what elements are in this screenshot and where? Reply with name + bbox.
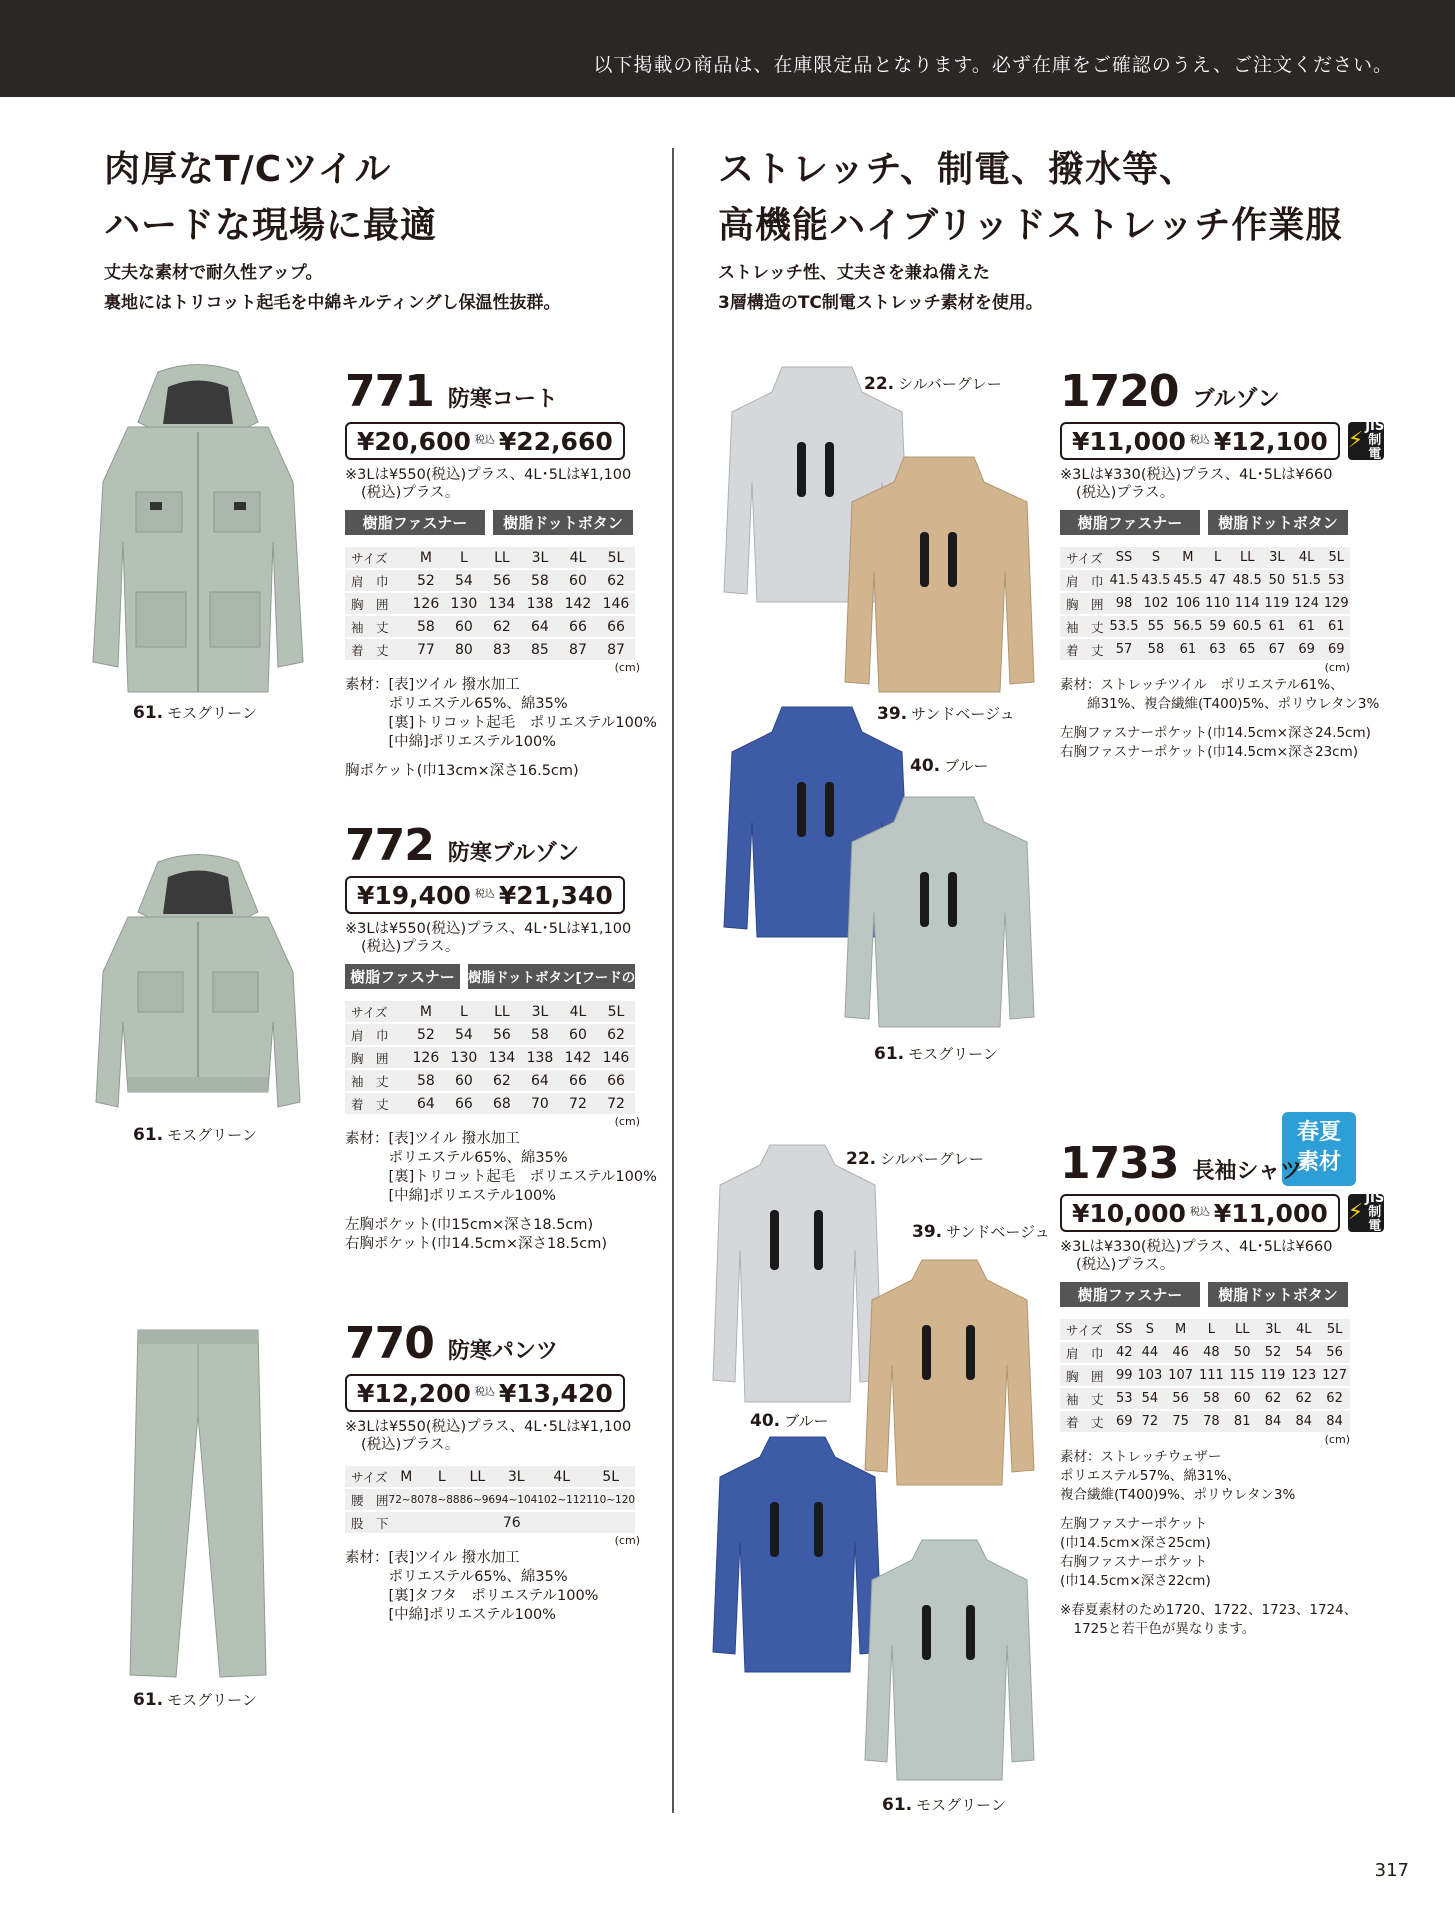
product-770: 770 防寒パンツ ¥12,200 税込 ¥13,420 ※3Lは¥550(税込)プラス、4L･5Lは¥1,100 (税込)プラス。 サイズ M L LL 3L 4L 5L 腰 囲 72~80 78~88 86~96 94~104 102~112 110~120 股 下 76 (cm) 素材：[表]ツイル 撥水加工 ポリエステル65%、綿35% [裏]タフタ ポリエステル100% [中綿]ポリエステル100% bbox=[345, 1318, 640, 1623]
tag-row bbox=[345, 510, 640, 535]
table-cell: 69 bbox=[1114, 1411, 1135, 1432]
table-cell: LL bbox=[1231, 547, 1263, 568]
color-label-1720-39: 39. サンドベージュ bbox=[877, 704, 1015, 724]
table-cell: 94~104 bbox=[495, 1489, 537, 1510]
table-cell: 41.5 bbox=[1108, 570, 1140, 591]
color-label-1720-22: 22. シルバーグレー bbox=[864, 374, 1002, 394]
color-label-770: 61. モスグリーン bbox=[133, 1690, 257, 1710]
table-cell: LL bbox=[483, 547, 521, 568]
table-row bbox=[345, 1001, 635, 1022]
table-cell: 55 bbox=[1140, 616, 1172, 637]
table-cell: 56 bbox=[483, 1024, 521, 1045]
tag-dot-button-hood: 樹脂ドットボタン[フードのみ] bbox=[468, 964, 635, 989]
table-cell: 4L bbox=[559, 547, 597, 568]
right-lead-2: 3層構造のTC制電ストレッチ素材を使用。 bbox=[718, 293, 1043, 313]
table-cell: 65 bbox=[1231, 639, 1263, 660]
color-label-1733-40: 40. ブルー bbox=[750, 1411, 829, 1431]
table-cell: 124 bbox=[1291, 593, 1323, 614]
tag-zipper: 樹脂ファスナー bbox=[345, 964, 460, 989]
size-surcharge-note: ※3Lは¥550(税込)プラス、4L･5Lは¥1,100 (税込)プラス。 bbox=[345, 1419, 632, 1453]
product-number: 1720 bbox=[1060, 366, 1179, 417]
spring-summer-badge: 春夏 素材 bbox=[1282, 1112, 1356, 1186]
table-cell: 62 bbox=[1288, 1388, 1319, 1409]
table-cell: 62 bbox=[1319, 1388, 1350, 1409]
table-cell: 66 bbox=[445, 1093, 483, 1114]
table-cell: 53.5 bbox=[1108, 616, 1140, 637]
tag-row bbox=[1060, 510, 1350, 535]
table-cell: 77 bbox=[407, 639, 445, 660]
row-label: 着 丈 bbox=[1060, 639, 1108, 660]
table-cell: 130 bbox=[445, 593, 483, 614]
table-cell: 48.5 bbox=[1231, 570, 1263, 591]
table-cell: 45.5 bbox=[1172, 570, 1204, 591]
table-cell: 70 bbox=[521, 1093, 559, 1114]
table-cell: 84 bbox=[1319, 1411, 1350, 1432]
row-label: サイズ bbox=[345, 547, 407, 568]
table-row bbox=[345, 1489, 635, 1510]
table-cell: 61 bbox=[1263, 616, 1290, 637]
table-row bbox=[345, 547, 635, 568]
table-cell: 47 bbox=[1204, 570, 1231, 591]
row-label: 着 丈 bbox=[1060, 1411, 1114, 1432]
table-cell: 84 bbox=[1288, 1411, 1319, 1432]
tag-row bbox=[345, 964, 655, 989]
table-cell: 58 bbox=[521, 570, 559, 591]
blouson-1720-sand-image bbox=[842, 452, 1037, 702]
table-cell: 72 bbox=[597, 1093, 635, 1114]
table-cell: 130 bbox=[445, 1047, 483, 1068]
table-cell: M bbox=[407, 1001, 445, 1022]
table-cell: 58 bbox=[407, 616, 445, 637]
table-row bbox=[1060, 1342, 1350, 1363]
jis-antistatic-badge: ⚡ JIS 制電 bbox=[1347, 419, 1385, 462]
table-cell: 63 bbox=[1204, 639, 1231, 660]
table-cell: 46 bbox=[1165, 1342, 1196, 1363]
table-cell: 119 bbox=[1258, 1365, 1289, 1386]
table-row bbox=[345, 1093, 635, 1114]
table-cell: SS bbox=[1114, 1319, 1135, 1340]
table-cell: 60 bbox=[1227, 1388, 1258, 1409]
row-label: 着 丈 bbox=[345, 1093, 407, 1114]
table-cell: M bbox=[1165, 1319, 1196, 1340]
table-cell: LL bbox=[1227, 1319, 1258, 1340]
table-row bbox=[1060, 1411, 1350, 1432]
table-cell: 56 bbox=[1319, 1342, 1350, 1363]
table-cell: 102 bbox=[1140, 593, 1172, 614]
table-row bbox=[1060, 616, 1350, 637]
color-label-772: 61. モスグリーン bbox=[133, 1125, 257, 1145]
table-cell: M bbox=[389, 1466, 425, 1487]
table-row bbox=[1060, 1388, 1350, 1409]
table-cell: 75 bbox=[1165, 1411, 1196, 1432]
right-headline-2: 高機能ハイブリッドストレッチ作業服 bbox=[718, 205, 1343, 246]
tag-dot-button: 樹脂ドットボタン bbox=[1208, 510, 1348, 535]
size-surcharge-note: ※3Lは¥330(税込)プラス、4L･5Lは¥660 (税込)プラス。 bbox=[1060, 467, 1333, 501]
table-cell: 54 bbox=[445, 1024, 483, 1045]
pants-770-image bbox=[128, 1325, 268, 1685]
table-cell: 142 bbox=[559, 593, 597, 614]
price-box: ¥10,000 税込 ¥11,000 bbox=[1060, 1194, 1340, 1232]
table-cell: 107 bbox=[1165, 1365, 1196, 1386]
table-cell: 66 bbox=[597, 616, 635, 637]
table-cell: 58 bbox=[521, 1024, 559, 1045]
table-cell: 62 bbox=[483, 616, 521, 637]
right-headline-1: ストレッチ、制電、撥水等、 bbox=[718, 149, 1197, 190]
row-label: 胸 囲 bbox=[1060, 593, 1108, 614]
table-cell: 61 bbox=[1323, 616, 1350, 637]
table-cell: 102~112 bbox=[537, 1489, 586, 1510]
table-cell: 57 bbox=[1108, 639, 1140, 660]
table-cell: 67 bbox=[1263, 639, 1290, 660]
left-lead-1: 丈夫な素材で耐久性アップ。 bbox=[104, 263, 323, 283]
jis-antistatic-badge: ⚡ JIS 制電 bbox=[1347, 1191, 1385, 1234]
table-cell: 58 bbox=[407, 1070, 445, 1091]
material-text: 素材：ストレッチツイル ポリエステル61%、 綿31%、複合繊維(T400)5%、ポリウレタン3% bbox=[1060, 677, 1380, 712]
table-row bbox=[345, 616, 635, 637]
table-cell: 62 bbox=[1258, 1388, 1289, 1409]
table-cell: 4L bbox=[537, 1466, 586, 1487]
table-row bbox=[1060, 547, 1350, 568]
row-label: サイズ bbox=[1060, 547, 1108, 568]
color-label-1733-22: 22. シルバーグレー bbox=[846, 1149, 984, 1169]
table-cell: 62 bbox=[597, 1024, 635, 1045]
table-cell: 64 bbox=[521, 1070, 559, 1091]
table-cell: 134 bbox=[483, 593, 521, 614]
table-cell: 103 bbox=[1134, 1365, 1165, 1386]
table-cell: 84 bbox=[1258, 1411, 1289, 1432]
table-row bbox=[1060, 570, 1350, 591]
table-cell: 138 bbox=[521, 1047, 559, 1068]
price-box: ¥19,400 税込 ¥21,340 bbox=[345, 876, 625, 914]
table-cell: 42 bbox=[1114, 1342, 1135, 1363]
table-cell: 43.5 bbox=[1140, 570, 1172, 591]
tag-row bbox=[1060, 1282, 1350, 1307]
row-label: 腰 囲 bbox=[345, 1489, 389, 1510]
table-cell: M bbox=[1172, 547, 1204, 568]
table-cell: 111 bbox=[1196, 1365, 1227, 1386]
price-box: ¥12,200 税込 ¥13,420 bbox=[345, 1374, 625, 1412]
product-name: 長袖シャツ bbox=[1192, 1159, 1303, 1184]
table-cell: 4L bbox=[1291, 547, 1323, 568]
table-cell: 60 bbox=[559, 1024, 597, 1045]
row-label: 肩 巾 bbox=[1060, 1342, 1114, 1363]
size-table bbox=[345, 1464, 635, 1535]
table-row bbox=[345, 1024, 635, 1045]
table-cell: 59 bbox=[1204, 616, 1231, 637]
table-row bbox=[1060, 593, 1350, 614]
table-cell: 58 bbox=[1140, 639, 1172, 660]
material-text: 素材：[表]ツイル 撥水加工 ポリエステル65%、綿35% [裏]タフタ ポリエステル100% [中綿]ポリエステル100% bbox=[345, 1550, 599, 1623]
tag-zipper: 樹脂ファスナー bbox=[345, 510, 485, 535]
shirt-1733-moss-image bbox=[862, 1535, 1037, 1785]
row-label: 胸 囲 bbox=[1060, 1365, 1114, 1386]
table-cell: 87 bbox=[597, 639, 635, 660]
spring-summer-note: ※春夏素材のため1720、1722、1723、1724、 1725と若干色が異なります。 bbox=[1060, 1602, 1358, 1637]
table-cell: 66 bbox=[559, 616, 597, 637]
table-cell: 54 bbox=[445, 570, 483, 591]
product-1733: 1733 長袖シャツ ¥10,000 税込 ¥11,000 ⚡ JIS 制電 ※3Lは¥330(税込)プラス、4L･5Lは¥660 (税込)プラス。 樹脂ファスナー 樹脂ドットボタン サイズ SS S M L LL 3L 4L 5L 肩 巾 42 44 46 48 50 52 54 56 胸 囲 99 103 107 111 115 119 123 127 袖 丈 53 54 56 58 60 62 62 62 着 丈 69 72 75 78 81 84 84 84 (cm) 素材：ストレッチウェザー ポリエステル57%、綿31%、 複合繊維(T400)9%、ポリウレタン3% 左胸ファスナーポケット (巾14.5cm×深さ25cm) 右胸ファスナーポケット (巾14.5cm×深さ22cm) ※春夏素材のため1720、1722、1723、1724、 1725と若干色が異なります。 bbox=[1060, 1138, 1385, 1637]
table-cell: 64 bbox=[407, 1093, 445, 1114]
row-label: 着 丈 bbox=[345, 639, 407, 660]
page-number: 317 bbox=[1374, 1860, 1409, 1881]
table-row bbox=[345, 570, 635, 591]
shirt-1733-silver-image bbox=[710, 1140, 885, 1410]
table-cell: 53 bbox=[1114, 1388, 1135, 1409]
table-cell: 127 bbox=[1319, 1365, 1350, 1386]
product-number: 772 bbox=[345, 820, 434, 871]
blouson-772-image bbox=[88, 852, 308, 1122]
size-table bbox=[345, 999, 635, 1116]
row-label: 袖 丈 bbox=[1060, 1388, 1114, 1409]
product-number: 1733 bbox=[1060, 1138, 1179, 1189]
pocket-text: 胸ポケット(巾13cm×深さ16.5cm) bbox=[345, 763, 579, 779]
table-cell: 110 bbox=[1204, 593, 1231, 614]
color-label-771: 61. モスグリーン bbox=[133, 703, 257, 723]
table-cell: 4L bbox=[1288, 1319, 1319, 1340]
table-cell: 5L bbox=[1319, 1319, 1350, 1340]
table-cell: 134 bbox=[483, 1047, 521, 1068]
table-cell: 126 bbox=[407, 1047, 445, 1068]
table-cell: 50 bbox=[1227, 1342, 1258, 1363]
tag-dot-button: 樹脂ドットボタン bbox=[1208, 1282, 1348, 1307]
pocket-text: 左胸ファスナーポケット(巾14.5cm×深さ24.5cm) 右胸ファスナーポケット(巾14.5cm×深さ23cm) bbox=[1060, 725, 1371, 760]
row-label: 股 下 bbox=[345, 1512, 389, 1533]
table-cell: 110~120 bbox=[586, 1489, 635, 1510]
size-surcharge-note: ※3Lは¥330(税込)プラス、4L･5Lは¥660 (税込)プラス。 bbox=[1060, 1239, 1333, 1273]
table-cell: 72 bbox=[1134, 1411, 1165, 1432]
pocket-text: 左胸ポケット(巾15cm×深さ18.5cm) 右胸ポケット(巾14.5cm×深さ18.5cm) bbox=[345, 1217, 608, 1252]
product-name: ブルゾン bbox=[1192, 387, 1280, 412]
table-cell: M bbox=[407, 547, 445, 568]
table-cell: 3L bbox=[521, 547, 559, 568]
row-label: 袖 丈 bbox=[345, 1070, 407, 1091]
table-cell: 72~80 bbox=[389, 1489, 425, 1510]
table-cell: L bbox=[1204, 547, 1231, 568]
table-cell: 51.5 bbox=[1291, 570, 1323, 591]
table-cell: 126 bbox=[407, 593, 445, 614]
row-label: 肩 巾 bbox=[345, 1024, 407, 1045]
table-cell: 5L bbox=[597, 547, 635, 568]
table-cell: 76 bbox=[389, 1512, 636, 1533]
tag-zipper: 樹脂ファスナー bbox=[1060, 510, 1200, 535]
material-text: 素材：ストレッチウェザー ポリエステル57%、綿31%、 複合繊維(T400)9%、ポリウレタン3% bbox=[1060, 1449, 1296, 1503]
pocket-text: 左胸ファスナーポケット (巾14.5cm×深さ25cm) 右胸ファスナーポケット (巾14.5cm×深さ22cm) bbox=[1060, 1516, 1211, 1589]
color-label-1733-39: 39. サンドベージュ bbox=[912, 1222, 1050, 1242]
table-cell: 58 bbox=[1196, 1388, 1227, 1409]
table-cell: LL bbox=[483, 1001, 521, 1022]
table-cell: 52 bbox=[1258, 1342, 1289, 1363]
table-row bbox=[1060, 1365, 1350, 1386]
product-771: 771 防寒コート ¥20,600 税込 ¥22,660 ※3Lは¥550(税込)プラス、4L･5Lは¥1,100 (税込)プラス。 樹脂ファスナー 樹脂ドットボタン サイズ M L LL 3L 4L 5L 肩 巾 52 54 56 58 60 62 胸 囲 126 130 134 138 142 146 袖 丈 58 60 62 64 66 66 着 丈 77 80 83 85 87 87 (cm) 素材：[表]ツイル 撥水加工 ポリエステル65%、綿35% [裏]トリコット起毛 ポリエステル100% [中綿]ポリエステル100% 胸ポケット(巾13cm×深さ16.5cm) bbox=[345, 366, 657, 779]
table-cell: 119 bbox=[1263, 593, 1290, 614]
left-lead-2: 裏地にはトリコット起毛を中綿キルティングし保温性抜群。 bbox=[104, 293, 561, 313]
product-name: 防寒パンツ bbox=[447, 1339, 558, 1364]
table-cell: 44 bbox=[1134, 1342, 1165, 1363]
table-cell: 83 bbox=[483, 639, 521, 660]
product-name: 防寒ブルゾン bbox=[447, 841, 579, 866]
table-row bbox=[345, 1512, 635, 1533]
table-cell: 66 bbox=[559, 1070, 597, 1091]
table-cell: 48 bbox=[1196, 1342, 1227, 1363]
table-row bbox=[345, 1466, 635, 1487]
size-table bbox=[1060, 545, 1350, 662]
table-cell: 69 bbox=[1291, 639, 1323, 660]
material-text: 素材：[表]ツイル 撥水加工 ポリエステル65%、綿35% [裏]トリコット起毛 ポリエステル100% [中綿]ポリエステル100% bbox=[345, 1131, 657, 1204]
table-cell: 4L bbox=[559, 1001, 597, 1022]
table-cell: 60 bbox=[445, 1070, 483, 1091]
table-cell: 3L bbox=[1263, 547, 1290, 568]
table-cell: 54 bbox=[1288, 1342, 1319, 1363]
row-label: 袖 丈 bbox=[345, 616, 407, 637]
table-cell: 56 bbox=[483, 570, 521, 591]
right-lead-1: ストレッチ性、丈夫さを兼ね備えた bbox=[718, 263, 990, 283]
table-row bbox=[345, 639, 635, 660]
table-cell: 106 bbox=[1172, 593, 1204, 614]
coat-771-image bbox=[88, 362, 308, 697]
table-row bbox=[1060, 639, 1350, 660]
table-cell: 61 bbox=[1172, 639, 1204, 660]
row-label: 胸 囲 bbox=[345, 593, 407, 614]
price-box: ¥11,000 税込 ¥12,100 bbox=[1060, 422, 1340, 460]
size-table bbox=[1060, 1317, 1350, 1434]
table-cell: 66 bbox=[597, 1070, 635, 1091]
table-cell: LL bbox=[460, 1466, 496, 1487]
product-1720: 1720 ブルゾン ¥11,000 税込 ¥12,100 ⚡ JIS 制電 ※3Lは¥330(税込)プラス、4L･5Lは¥660 (税込)プラス。 樹脂ファスナー 樹脂ドットボタン サイズ SS S M L LL 3L 4L 5L 肩 巾 41.5 43.5 45.5 47 48.5 50 51.5 53 胸 囲 98 102 106 110 114 119 124 129 袖 丈 53.5 55 56.5 59 60.5 61 61 61 着 丈 57 58 61 63 65 67 69 69 (cm) 素材：ストレッチツイル ポリエステル61%、 綿31%、複合繊維(T400)5%、ポリウレタン3% 左胸ファスナーポケット(巾14.5cm×深さ24.5cm) 右胸ファスナーポケット(巾14.5cm×深さ23cm) bbox=[1060, 366, 1385, 760]
table-cell: 61 bbox=[1291, 616, 1323, 637]
table-cell: SS bbox=[1108, 547, 1140, 568]
stock-notice: 以下掲載の商品は、在庫限定品となります。必ず在庫をご確認のうえ、ご注文ください。 bbox=[593, 54, 1393, 76]
table-cell: 5L bbox=[1323, 547, 1350, 568]
table-cell: 5L bbox=[597, 1001, 635, 1022]
table-cell: 138 bbox=[521, 593, 559, 614]
size-table bbox=[345, 545, 635, 662]
blouson-1720-moss-image bbox=[842, 792, 1037, 1037]
left-headline-1: 肉厚なT/Cツイル bbox=[104, 149, 392, 190]
table-cell: 98 bbox=[1108, 593, 1140, 614]
shirt-1733-blue-image bbox=[710, 1432, 885, 1677]
table-cell: 50 bbox=[1263, 570, 1290, 591]
table-cell: 115 bbox=[1227, 1365, 1258, 1386]
row-label: 胸 囲 bbox=[345, 1047, 407, 1068]
column-divider bbox=[672, 148, 674, 1813]
table-row bbox=[345, 1047, 635, 1068]
product-name: 防寒コート bbox=[447, 387, 558, 412]
table-cell: 78~88 bbox=[424, 1489, 460, 1510]
table-cell: 60.5 bbox=[1231, 616, 1263, 637]
table-cell: L bbox=[445, 547, 483, 568]
table-cell: 60 bbox=[559, 570, 597, 591]
table-cell: 62 bbox=[483, 1070, 521, 1091]
table-cell: 52 bbox=[407, 570, 445, 591]
notice-bar bbox=[0, 0, 1455, 97]
color-label-1720-61: 61. モスグリーン bbox=[874, 1044, 998, 1064]
product-number: 771 bbox=[345, 366, 434, 417]
product-number: 770 bbox=[345, 1318, 434, 1369]
color-label-1733-61: 61. モスグリーン bbox=[882, 1795, 1006, 1815]
table-cell: 80 bbox=[445, 639, 483, 660]
table-cell: 62 bbox=[597, 570, 635, 591]
table-row bbox=[345, 593, 635, 614]
bolt-icon: ⚡ bbox=[1347, 1200, 1364, 1225]
table-cell: L bbox=[424, 1466, 460, 1487]
left-headline-2: ハードな現場に最適 bbox=[104, 205, 438, 246]
tag-dot-button: 樹脂ドットボタン bbox=[493, 510, 633, 535]
table-cell: 142 bbox=[559, 1047, 597, 1068]
table-cell: 3L bbox=[495, 1466, 537, 1487]
table-cell: 3L bbox=[1258, 1319, 1289, 1340]
tag-zipper: 樹脂ファスナー bbox=[1060, 1282, 1200, 1307]
table-cell: 3L bbox=[521, 1001, 559, 1022]
table-cell: 56 bbox=[1165, 1388, 1196, 1409]
material-text: 素材：[表]ツイル 撥水加工 ポリエステル65%、綿35% [裏]トリコット起毛 ポリエステル100% [中綿]ポリエステル100% bbox=[345, 677, 657, 750]
table-cell: 52 bbox=[407, 1024, 445, 1045]
table-cell: 5L bbox=[586, 1466, 635, 1487]
product-772: 772 防寒ブルゾン ¥19,400 税込 ¥21,340 ※3Lは¥550(税込)プラス、4L･5Lは¥1,100 (税込)プラス。 樹脂ファスナー 樹脂ドットボタン[フードのみ] サイズ M L LL 3L 4L 5L 肩 巾 52 54 56 58 60 62 胸 囲 126 130 134 138 142 146 袖 丈 58 60 62 64 66 66 着 丈 64 66 68 70 72 72 (cm) 素材：[表]ツイル 撥水加工 ポリエステル65%、綿35% [裏]トリコット起毛 ポリエステル100% [中綿]ポリエステル100% 左胸ポケット(巾15cm×深さ18.5cm) 右胸ポケット(巾14.5cm×深さ18.5cm) bbox=[345, 820, 657, 1252]
color-label-1720-40: 40. ブルー bbox=[910, 756, 989, 776]
size-surcharge-note: ※3Lは¥550(税込)プラス、4L･5Lは¥1,100 (税込)プラス。 bbox=[345, 921, 632, 955]
table-cell: 68 bbox=[483, 1093, 521, 1114]
row-label: 袖 丈 bbox=[1060, 616, 1108, 637]
table-cell: 86~96 bbox=[460, 1489, 496, 1510]
table-cell: 87 bbox=[559, 639, 597, 660]
table-cell: 99 bbox=[1114, 1365, 1135, 1386]
price-box: ¥20,600 税込 ¥22,660 bbox=[345, 422, 625, 460]
table-cell: L bbox=[1196, 1319, 1227, 1340]
table-cell: 78 bbox=[1196, 1411, 1227, 1432]
row-label: 肩 巾 bbox=[345, 570, 407, 591]
table-cell: 146 bbox=[597, 593, 635, 614]
bolt-icon: ⚡ bbox=[1347, 428, 1364, 453]
table-cell: 123 bbox=[1288, 1365, 1319, 1386]
row-label: サイズ bbox=[1060, 1319, 1114, 1340]
table-cell: 54 bbox=[1134, 1388, 1165, 1409]
table-cell: 114 bbox=[1231, 593, 1263, 614]
table-cell: 146 bbox=[597, 1047, 635, 1068]
table-cell: 53 bbox=[1323, 570, 1350, 591]
row-label: サイズ bbox=[345, 1466, 389, 1487]
shirt-1733-sand-image bbox=[862, 1255, 1037, 1490]
table-cell: 81 bbox=[1227, 1411, 1258, 1432]
table-row bbox=[345, 1070, 635, 1091]
table-cell: S bbox=[1134, 1319, 1165, 1340]
table-cell: 69 bbox=[1323, 639, 1350, 660]
table-cell: 60 bbox=[445, 616, 483, 637]
row-label: 肩 巾 bbox=[1060, 570, 1108, 591]
table-cell: S bbox=[1140, 547, 1172, 568]
table-cell: 85 bbox=[521, 639, 559, 660]
row-label: サイズ bbox=[345, 1001, 407, 1022]
table-cell: 129 bbox=[1323, 593, 1350, 614]
table-row bbox=[1060, 1319, 1350, 1340]
table-cell: L bbox=[445, 1001, 483, 1022]
size-surcharge-note: ※3Lは¥550(税込)プラス、4L･5Lは¥1,100 (税込)プラス。 bbox=[345, 467, 632, 501]
table-cell: 64 bbox=[521, 616, 559, 637]
table-cell: 56.5 bbox=[1172, 616, 1204, 637]
table-cell: 72 bbox=[559, 1093, 597, 1114]
